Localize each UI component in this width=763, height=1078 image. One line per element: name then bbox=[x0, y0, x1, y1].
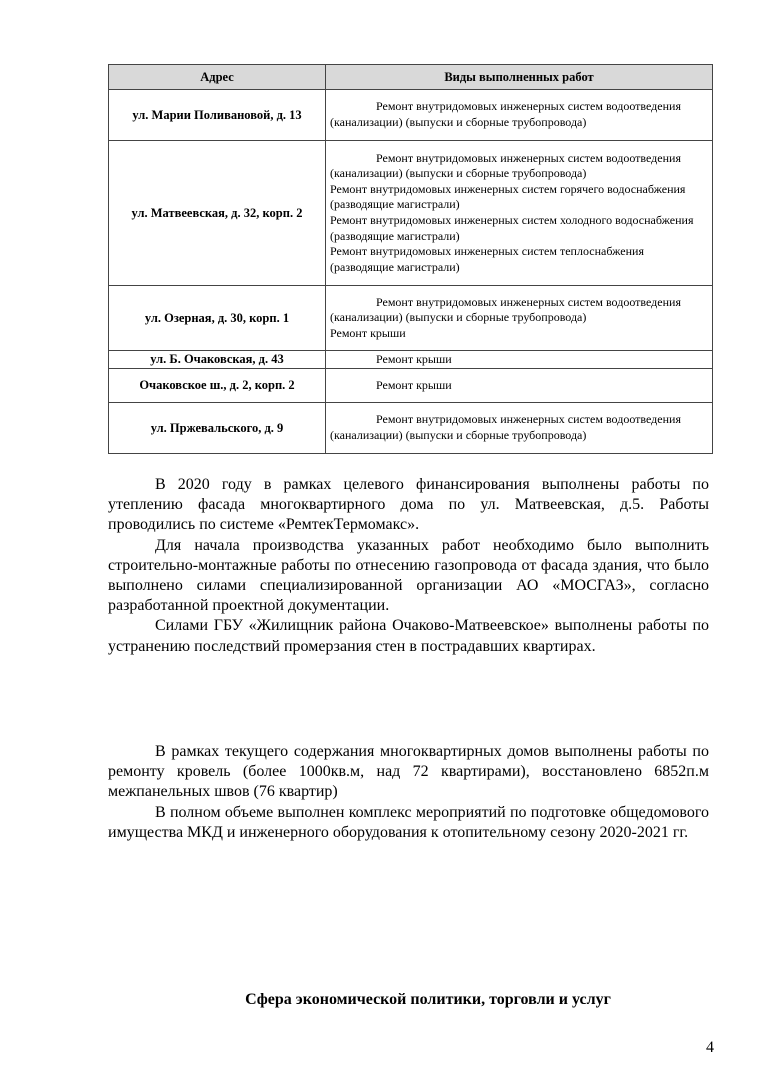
work-item: Ремонт крыши bbox=[376, 351, 452, 366]
work-item: Ремонт крыши bbox=[330, 325, 406, 340]
table-row bbox=[109, 403, 713, 454]
work-item: Ремонт внутридомовых инженерных систем водоотведения (канализации) (выпуски и сборные трубопровода) bbox=[330, 99, 681, 129]
paragraph: Для начала производства указанных работ необходимо было выполнить строительно-монтажные работы по отнесению газопровода от фасада здания, что было выполнено силами специализированной организации АО «МОСГАЗ», согласно разработанной проектной документации. bbox=[108, 536, 709, 615]
work-item: Ремонт внутридомовых инженерных систем горячего водоснабжения (разводящие магистрали) bbox=[330, 181, 686, 212]
works-cell bbox=[326, 369, 713, 403]
paragraph: Силами ГБУ «Жилищник района Очаково-Матвеевское» выполнены работы по устранению последствий промерзания стен в пострадавших квартирах. bbox=[108, 617, 709, 655]
table-row bbox=[109, 286, 713, 351]
body-text-bottom bbox=[108, 742, 709, 843]
paragraph: В рамках текущего содержания многоквартирных домов выполнены работы по ремонту кровель (более 1000кв.м, над 72 квартирами), восстановлено 6852п.м межпанельных швов (76 квартир) bbox=[108, 743, 709, 801]
header-address: Адрес bbox=[109, 65, 326, 90]
table-row bbox=[109, 141, 713, 286]
works-cell bbox=[326, 90, 713, 141]
address-cell: ул. Матвеевская, д. 32, корп. 2 bbox=[109, 141, 326, 286]
paragraph: В полном объеме выполнен комплекс мероприятий по подготовке общедомового имущества МКД и инженерного оборудования к отопительному сезону 2020-2021 гг. bbox=[108, 803, 709, 841]
work-item: Ремонт внутридомовых инженерных систем водоотведения (канализации) (выпуски и сборные трубопровода) bbox=[330, 294, 681, 325]
works-cell bbox=[326, 351, 713, 369]
work-item: Ремонт крыши bbox=[376, 377, 452, 392]
address-cell: ул. Б. Очаковская, д. 43 bbox=[109, 351, 326, 369]
work-item: Ремонт внутридомовых инженерных систем холодного водоснабжения (разводящие магистрали) bbox=[330, 213, 694, 243]
work-item: Ремонт внутридомовых инженерных систем водоотведения (канализации) (выпуски и сборные трубопровода) bbox=[330, 412, 681, 442]
address-cell: ул. Пржевальского, д. 9 bbox=[109, 403, 326, 454]
works-cell bbox=[326, 403, 713, 454]
works-cell bbox=[326, 286, 713, 351]
work-item: Ремонт внутридомовых инженерных систем теплоснабжения (разводящие магистрали) bbox=[330, 244, 644, 274]
table-row bbox=[109, 351, 713, 369]
section-heading: Сфера экономической политики, торговли и услуг bbox=[245, 991, 611, 1008]
table-row bbox=[109, 90, 713, 141]
address-cell: Очаковское ш., д. 2, корп. 2 bbox=[109, 369, 326, 403]
works-cell bbox=[326, 141, 713, 286]
page-number: 4 bbox=[706, 1039, 714, 1056]
table-row bbox=[109, 369, 713, 403]
body-text-top bbox=[108, 475, 709, 657]
works-table bbox=[108, 64, 713, 454]
paragraph: В 2020 году в рамках целевого финансирования выполнены работы по утеплению фасада многоквартирного дома по ул. Матвеевская, д.5. Работы проводились по системе «РемтекТермомакс». bbox=[108, 476, 709, 534]
address-cell: ул. Озерная, д. 30, корп. 1 bbox=[109, 286, 326, 351]
header-works: Виды выполненных работ bbox=[326, 65, 713, 90]
address-cell: ул. Марии Поливановой, д. 13 bbox=[109, 90, 326, 141]
table-header-row bbox=[109, 65, 713, 90]
work-item: Ремонт внутридомовых инженерных систем водоотведения (канализации) (выпуски и сборные трубопровода) bbox=[330, 150, 681, 181]
